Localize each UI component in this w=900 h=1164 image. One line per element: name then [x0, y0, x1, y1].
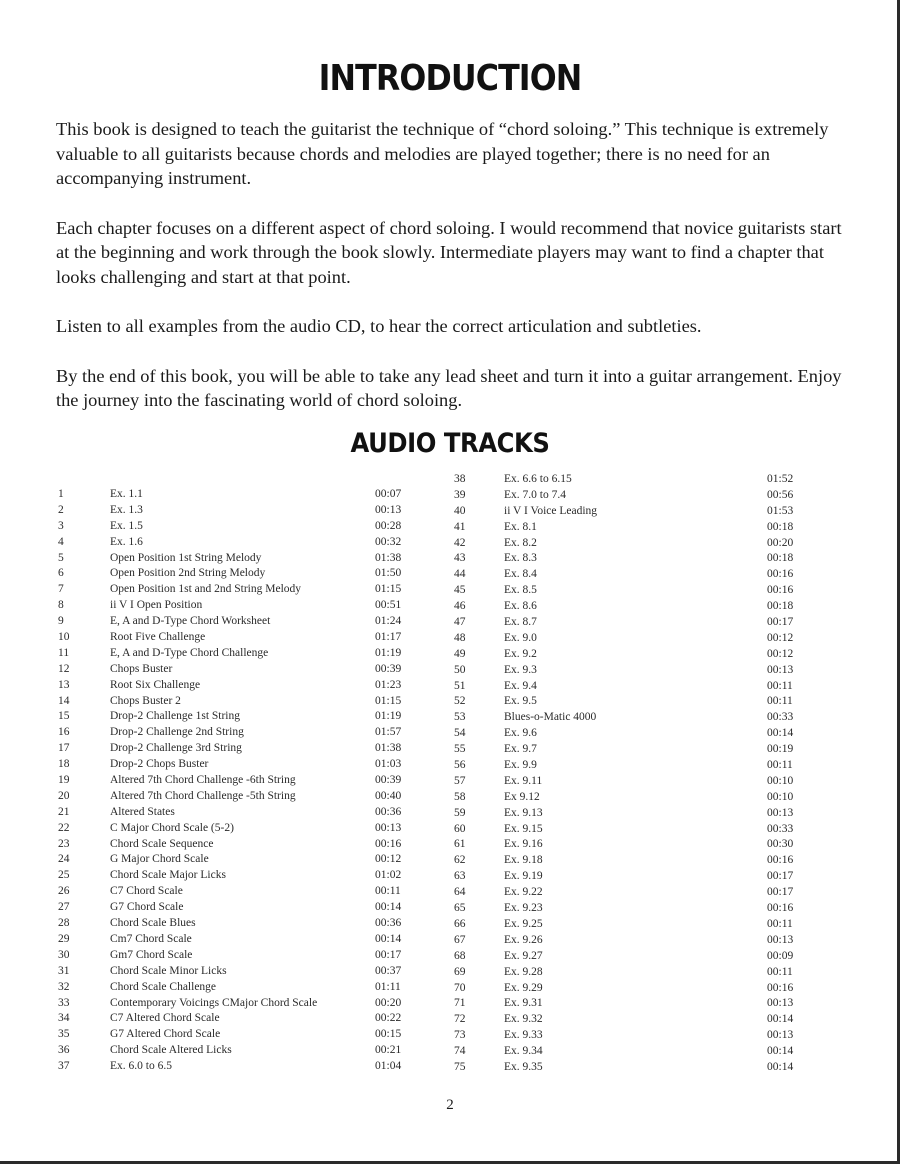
track-duration: 01:17: [375, 631, 402, 644]
track-number: 36: [58, 1044, 70, 1057]
track-duration: 00:12: [767, 647, 794, 660]
track-title: Ex. 9.35: [504, 1060, 543, 1073]
track-title: Ex. 9.32: [504, 1013, 543, 1026]
track-duration: 01:02: [375, 869, 402, 882]
track-title: Drop-2 Challenge 3rd String: [110, 742, 242, 755]
track-duration: 00:13: [767, 933, 794, 946]
track-number: 50: [454, 663, 466, 676]
track-title: Ex. 9.23: [504, 902, 543, 915]
track-duration: 00:17: [767, 616, 794, 629]
track-duration: 00:16: [767, 568, 794, 581]
track-duration: 00:20: [767, 536, 794, 549]
track-title: Ex. 1.6: [110, 535, 143, 548]
track-title: Ex. 9.15: [504, 822, 543, 835]
track-title: Ex. 6.0 to 6.5: [110, 1060, 172, 1073]
track-number: 67: [454, 933, 466, 946]
track-duration: 01:15: [375, 583, 402, 596]
track-duration: 00:11: [767, 917, 793, 930]
track-title: Chord Scale Minor Licks: [110, 964, 227, 977]
track-title: Drop-2 Challenge 1st String: [110, 710, 240, 723]
track-duration: 00:51: [375, 599, 402, 612]
track-title: Ex. 6.6 to 6.15: [504, 473, 572, 485]
track-duration: 00:11: [767, 965, 793, 978]
intro-paragraph: Listen to all examples from the audio CD, to hear the correct articulation and subtleties.: [56, 316, 702, 336]
track-title: Ex. 9.29: [504, 981, 543, 994]
track-title: Ex. 9.13: [504, 806, 543, 819]
track-number: 28: [58, 917, 70, 930]
track-number: 12: [58, 662, 70, 675]
track-duration: 00:19: [767, 743, 794, 756]
track-title: Chord Scale Altered Licks: [110, 1044, 232, 1057]
track-title: Drop-2 Chops Buster: [110, 758, 209, 771]
track-duration: 00:10: [767, 774, 794, 787]
track-title: C Major Chord Scale (5-2): [110, 821, 234, 834]
track-duration: 00:13: [767, 663, 794, 676]
track-number: 66: [454, 917, 466, 930]
track-duration: 01:04: [375, 1060, 402, 1073]
track-title: E, A and D-Type Chord Worksheet: [110, 615, 271, 628]
track-title: C7 Altered Chord Scale: [110, 1012, 220, 1025]
track-title: Ex. 9.33: [504, 1029, 543, 1042]
track-duration: 00:13: [375, 503, 402, 516]
track-number: 55: [454, 743, 466, 756]
track-duration: 00:36: [375, 805, 402, 818]
track-number: 57: [454, 774, 466, 787]
track-number: 69: [454, 965, 466, 978]
track-duration: 00:20: [375, 996, 402, 1009]
track-number: 20: [58, 789, 70, 802]
track-duration: 00:14: [767, 1013, 794, 1026]
track-number: 41: [454, 520, 466, 533]
track-duration: 00:12: [767, 631, 794, 644]
track-title: Altered 7th Chord Challenge -6th String: [110, 774, 296, 787]
track-duration: 00:16: [375, 837, 402, 850]
track-number: 34: [58, 1012, 70, 1025]
track-duration: 01:38: [375, 551, 402, 564]
track-number: 42: [454, 536, 466, 549]
track-title: Root Six Challenge: [110, 678, 201, 691]
track-number: 27: [58, 901, 70, 914]
track-number: 31: [58, 964, 70, 977]
track-number: 14: [58, 694, 70, 707]
track-number: 74: [454, 1045, 466, 1058]
track-number: 44: [454, 568, 466, 581]
track-number: 29: [58, 932, 70, 945]
track-number: 75: [454, 1060, 466, 1073]
track-duration: 00:33: [767, 822, 794, 835]
track-duration: 00:39: [375, 774, 402, 787]
track-title: Drop-2 Challenge 2nd String: [110, 726, 244, 739]
track-number: 4: [58, 535, 64, 548]
track-title: Ex. 9.34: [504, 1045, 543, 1058]
track-title: Ex. 9.28: [504, 965, 543, 978]
track-title: Ex. 9.2: [504, 647, 537, 660]
track-title: Ex 9.12: [504, 790, 540, 803]
track-duration: 01:23: [375, 678, 402, 691]
track-number: 22: [58, 821, 70, 834]
track-number: 10: [58, 631, 70, 644]
page-title: INTRODUCTION: [318, 58, 582, 99]
track-duration: 01:52: [767, 473, 794, 485]
track-number: 2: [58, 503, 64, 516]
track-title: Ex. 8.4: [504, 568, 537, 581]
track-number: 60: [454, 822, 466, 835]
track-duration: 00:21: [375, 1044, 402, 1057]
track-duration: 00:16: [767, 981, 794, 994]
track-title: G7 Chord Scale: [110, 901, 184, 914]
track-number: 13: [58, 678, 70, 691]
track-number: 73: [454, 1029, 466, 1042]
audio-tracks-heading: AUDIO TRACKS: [350, 428, 550, 459]
track-title: Ex. 9.18: [504, 854, 543, 867]
track-title: Ex. 8.3: [504, 552, 537, 565]
track-number: 46: [454, 600, 466, 613]
track-title: Chord Scale Blues: [110, 917, 196, 930]
track-number: 33: [58, 996, 70, 1009]
track-number: 11: [58, 646, 70, 659]
track-duration: 00:32: [375, 535, 402, 548]
track-title: Ex. 9.9: [504, 759, 537, 772]
track-number: 51: [454, 679, 466, 692]
track-duration: 00:16: [767, 584, 794, 597]
track-duration: 00:11: [767, 695, 793, 708]
track-duration: 00:07: [375, 488, 402, 500]
track-number: 47: [454, 616, 466, 629]
track-number: 24: [58, 853, 70, 866]
track-duration: 01:53: [767, 504, 794, 517]
track-duration: 00:17: [375, 948, 402, 961]
track-duration: 00:11: [375, 885, 401, 898]
track-title: Contemporary Voicings CMajor Chord Scale: [110, 996, 318, 1009]
track-duration: 00:39: [375, 662, 402, 675]
track-number: 26: [58, 885, 70, 898]
track-title: Open Position 1st String Melody: [110, 551, 262, 564]
track-title: Ex. 7.0 to 7.4: [504, 488, 566, 501]
track-title: Ex. 9.31: [504, 997, 543, 1010]
track-duration: 01:03: [375, 758, 402, 771]
track-duration: 00:09: [767, 949, 794, 962]
track-number: 48: [454, 631, 466, 644]
track-duration: 00:18: [767, 520, 794, 533]
track-number: 70: [454, 981, 466, 994]
track-duration: 00:15: [375, 1028, 402, 1041]
page-number: 2: [446, 1097, 454, 1113]
track-number: 61: [454, 838, 466, 851]
track-number: 7: [58, 583, 64, 596]
track-title: Chops Buster: [110, 662, 173, 675]
track-number: 6: [58, 567, 64, 580]
track-duration: 00:13: [767, 1029, 794, 1042]
track-duration: 00:14: [375, 932, 402, 945]
track-number: 3: [58, 519, 64, 532]
track-title: Ex. 8.2: [504, 536, 537, 549]
intro-paragraph: Each chapter focuses on a different aspect of chord soloing. I would recommend that novice guitarists start at the beginning and work through the book slowly. Intermediate players may want to find a chapter that looks challenging and start at that point.: [56, 217, 842, 287]
track-number: 38: [454, 473, 466, 485]
intro-paragraph: By the end of this book, you will be able to take any lead sheet and turn it into a guitar arrangement. Enjoy the journey into the fascinating world of chord soloing.: [56, 365, 842, 410]
track-number: 45: [454, 584, 466, 597]
track-number: 21: [58, 805, 70, 818]
track-title: Ex. 8.7: [504, 616, 537, 629]
track-title: Ex. 8.6: [504, 600, 537, 613]
track-duration: 00:17: [767, 886, 794, 899]
track-number: 63: [454, 870, 466, 883]
track-number: 32: [58, 980, 70, 993]
track-number: 53: [454, 711, 466, 724]
track-duration: 01:11: [375, 980, 401, 993]
track-number: 39: [454, 488, 466, 501]
track-title: Root Five Challenge: [110, 631, 206, 644]
track-title: Ex. 9.11: [504, 774, 543, 787]
track-title: Ex. 9.26: [504, 933, 543, 946]
track-number: 62: [454, 854, 466, 867]
track-duration: 00:16: [767, 902, 794, 915]
track-number: 30: [58, 948, 70, 961]
track-number: 19: [58, 774, 70, 787]
track-number: 49: [454, 647, 466, 660]
track-duration: 00:13: [767, 806, 794, 819]
track-duration: 01:38: [375, 742, 402, 755]
track-title: ii V I Open Position: [110, 599, 203, 612]
track-number: 58: [454, 790, 466, 803]
track-duration: 00:37: [375, 964, 402, 977]
track-title: Ex. 8.5: [504, 584, 537, 597]
track-duration: 00:18: [767, 552, 794, 565]
track-number: 1: [58, 488, 64, 500]
track-number: 9: [58, 615, 64, 628]
intro-text: [56, 117, 856, 438]
track-title: Ex. 1.1: [110, 488, 143, 500]
track-title: Chord Scale Sequence: [110, 837, 214, 850]
track-title: Ex. 9.22: [504, 886, 543, 899]
track-duration: 01:57: [375, 726, 402, 739]
track-number: 18: [58, 758, 70, 771]
track-title: Chops Buster 2: [110, 694, 181, 707]
track-title: Ex. 9.16: [504, 838, 543, 851]
track-title: Chord Scale Major Licks: [110, 869, 226, 882]
track-title: E, A and D-Type Chord Challenge: [110, 646, 269, 659]
track-duration: 00:12: [375, 853, 402, 866]
track-number: 65: [454, 902, 466, 915]
track-title: Ex. 9.5: [504, 695, 537, 708]
track-title: Open Position 1st and 2nd String Melody: [110, 583, 302, 596]
track-number: 68: [454, 949, 466, 962]
track-number: 59: [454, 806, 466, 819]
track-number: 56: [454, 759, 466, 772]
track-duration: 00:33: [767, 711, 794, 724]
track-number: 40: [454, 504, 466, 517]
track-duration: 00:11: [767, 679, 793, 692]
track-title: G Major Chord Scale: [110, 853, 209, 866]
track-number: 35: [58, 1028, 70, 1041]
track-title: Ex. 9.25: [504, 917, 543, 930]
track-number: 54: [454, 727, 466, 740]
track-number: 64: [454, 886, 466, 899]
track-number: 25: [58, 869, 70, 882]
track-duration: 01:19: [375, 646, 402, 659]
track-duration: 00:30: [767, 838, 794, 851]
track-title: Altered States: [110, 805, 175, 818]
track-number: 16: [58, 726, 70, 739]
track-number: 8: [58, 599, 64, 612]
track-duration: 00:10: [767, 790, 794, 803]
track-duration: 00:14: [767, 727, 794, 740]
track-title: Gm7 Chord Scale: [110, 948, 193, 961]
track-number: 37: [58, 1060, 70, 1073]
track-title: Chord Scale Challenge: [110, 980, 217, 993]
track-title: Ex. 9.6: [504, 727, 537, 740]
track-number: 5: [58, 551, 64, 564]
track-title: Cm7 Chord Scale: [110, 932, 192, 945]
track-title: Ex. 9.7: [504, 743, 537, 756]
track-number: 71: [454, 997, 466, 1010]
track-number: 52: [454, 695, 466, 708]
track-duration: 00:28: [375, 519, 402, 532]
track-number: 15: [58, 710, 70, 723]
track-title: Ex. 1.3: [110, 503, 143, 516]
track-duration: 00:40: [375, 789, 402, 802]
track-title: Ex. 9.4: [504, 679, 537, 692]
track-duration: 01:50: [375, 567, 402, 580]
track-duration: 00:16: [767, 854, 794, 867]
track-duration: 00:22: [375, 1012, 402, 1025]
track-title: Ex. 9.3: [504, 663, 537, 676]
track-duration: 01:19: [375, 710, 402, 723]
track-duration: 00:14: [767, 1060, 794, 1073]
track-duration: 01:24: [375, 615, 402, 628]
track-duration: 00:14: [375, 901, 402, 914]
intro-paragraph: This book is designed to teach the guitarist the technique of “chord soloing.” This technique is extremely valuable to all guitarists because chords and melodies are played together; there is no need for an accompanying instrument.: [56, 119, 829, 188]
track-duration: 00:18: [767, 600, 794, 613]
track-title: Ex. 9.27: [504, 949, 543, 962]
track-title: G7 Altered Chord Scale: [110, 1028, 221, 1041]
track-number: 43: [454, 552, 466, 565]
track-number: 17: [58, 742, 70, 755]
track-duration: 00:14: [767, 1045, 794, 1058]
track-title: Ex. 1.5: [110, 519, 143, 532]
track-duration: 00:13: [767, 997, 794, 1010]
track-duration: 01:15: [375, 694, 402, 707]
track-number: 72: [454, 1013, 466, 1026]
track-title: Altered 7th Chord Challenge -5th String: [110, 789, 296, 802]
track-duration: 00:56: [767, 488, 794, 501]
track-title: C7 Chord Scale: [110, 885, 183, 898]
track-title: Ex. 8.1: [504, 520, 537, 533]
track-duration: 00:13: [375, 821, 402, 834]
track-duration: 00:36: [375, 917, 402, 930]
track-number: 23: [58, 837, 70, 850]
track-duration: 00:17: [767, 870, 794, 883]
track-title: Blues-o-Matic 4000: [504, 711, 597, 724]
track-title: Ex. 9.0: [504, 631, 537, 644]
track-title: ii V I Voice Leading: [504, 504, 598, 517]
track-duration: 00:11: [767, 759, 793, 772]
track-title: Ex. 9.19: [504, 870, 543, 883]
track-title: Open Position 2nd String Melody: [110, 567, 266, 580]
